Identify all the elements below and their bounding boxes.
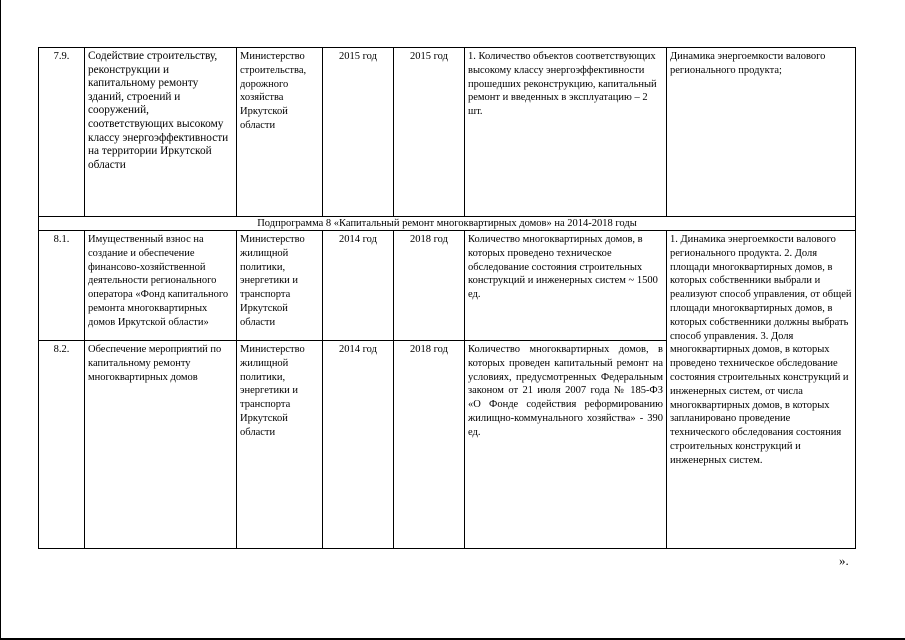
- program-measures-table: [38, 47, 856, 549]
- end-year: 2018 год: [394, 341, 465, 549]
- row-number: 7.9.: [39, 48, 85, 217]
- expected-result: Количество многоквартирных домов, в которых проведено техническое обследование состояния строительных конструкций и инженерных систем ~ 1500 ед.: [465, 231, 667, 341]
- page-left-edge: [0, 0, 1, 640]
- subprogram-title: Подпрограмма 8 «Капитальный ремонт многоквартирных домов» на 2014-2018 годы: [39, 217, 856, 231]
- row-number: 8.1.: [39, 231, 85, 341]
- executor: Министерство строительства, дорожного хозяйства Иркутской области: [237, 48, 323, 217]
- start-year: 2014 год: [323, 341, 394, 549]
- start-year: 2014 год: [323, 231, 394, 341]
- expected-result: Количество многоквартирных домов, в которых проведен капитальный ремонт на условиях, предусмотренных Федеральным законом от 21 июля 2007 года № 185-ФЗ «О Фонде содействия реформированию жилищно-коммунального хозяйства» - 390 ед.: [465, 341, 667, 549]
- end-year: 2015 год: [394, 48, 465, 217]
- measure-name: Обеспечение мероприятий по капитальному ремонту многоквартирных домов: [85, 341, 237, 549]
- measure-name: Содействие строительству, реконструкции и капитальному ремонту зданий, строений и сооружений, соответствующих высокому классу энергоэффективности на территории Иркутской области: [85, 48, 237, 217]
- closing-quote-mark: ».: [839, 553, 849, 568]
- target-indicator: Динамика энергоемкости валового регионального продукта;: [667, 48, 856, 217]
- row-number: 8.2.: [39, 341, 85, 549]
- executor: Министерство жилищной политики, энергетики и транспорта Иркутской области: [237, 231, 323, 341]
- measure-name: Имущественный взнос на создание и обеспечение финансово-хозяйственной деятельности регионального оператора «Фонд капитального ремонта многоквартирных домов Иркутской области»: [85, 231, 237, 341]
- start-year: 2015 год: [323, 48, 394, 217]
- subprogram-header-row: [39, 217, 856, 231]
- end-year: 2018 год: [394, 231, 465, 341]
- executor: Министерство жилищной политики, энергетики и транспорта Иркутской области: [237, 341, 323, 549]
- table-row: [39, 231, 856, 341]
- table-row: [39, 48, 856, 217]
- expected-result: 1. Количество объектов соответствующих высокому классу энергоэффективности прошедших реконструкцию, капитальный ремонт и введенных в эксплуатацию – 2 шт.: [465, 48, 667, 217]
- target-indicators-shared: 1. Динамика энергоемкости валового регионального продукта. 2. Доля площади многоквартирных домов, в которых собственники выбрали и реализуют способ управления, от общей площади многоквартирных домов, в которых собственники должны выбрать способ управления. 3. Доля многоквартирных домов, в которых проведено техническое обследование состояния строительных конструкций и инженерных систем, от числа многоквартирных домов, в которых запланировано проведение технического обследования состояния строительных конструкций и инженерных систем.: [667, 231, 856, 549]
